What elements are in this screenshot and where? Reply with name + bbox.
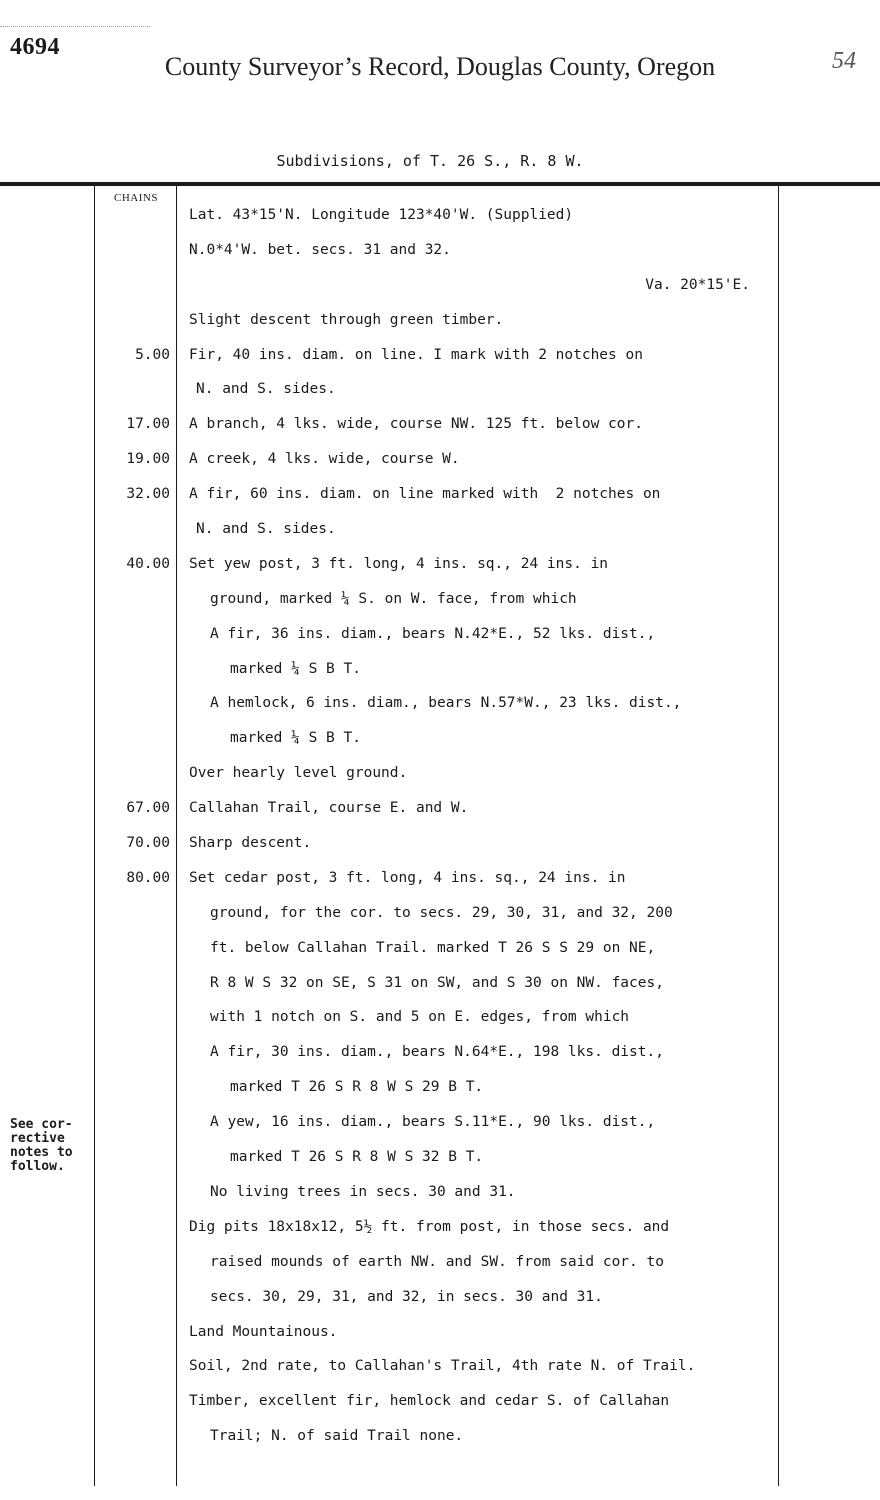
note-row xyxy=(0,826,880,861)
note-text: secs. 30, 29, 31, and 32, in secs. 30 and 31. xyxy=(210,1288,603,1305)
note-row xyxy=(0,617,880,652)
note-text: Va. 20*15'E. xyxy=(645,276,750,293)
note-row xyxy=(0,512,880,547)
note-text: Set cedar post, 3 ft. long, 4 ins. sq., 24 ins. in xyxy=(189,869,626,886)
note-row xyxy=(0,1349,880,1384)
note-text: Slight descent through green timber. xyxy=(189,311,504,328)
note-row xyxy=(0,791,880,826)
note-row xyxy=(0,652,880,687)
note-row xyxy=(0,1384,880,1419)
chains-column-header: CHAINS xyxy=(114,192,158,204)
note-text: R 8 W S 32 on SE, S 31 on SW, and S 30 on NW. faces, xyxy=(210,974,664,991)
note-row xyxy=(0,372,880,407)
note-text: N.0*4'W. bet. secs. 31 and 32. xyxy=(189,241,451,258)
note-row xyxy=(0,931,880,966)
note-text: A creek, 4 lks. wide, course W. xyxy=(189,451,460,468)
note-text: N. and S. sides. xyxy=(196,521,336,538)
note-text: Trail; N. of said Trail none. xyxy=(210,1428,464,1445)
note-text: ft. below Callahan Trail. marked T 26 S S 29 on NE, xyxy=(210,939,656,956)
survey-notes xyxy=(0,198,880,1454)
note-text: A branch, 4 lks. wide, course NW. 125 ft. below cor. xyxy=(189,416,643,433)
note-row xyxy=(0,756,880,791)
chain-distance: 19.00 xyxy=(126,451,170,468)
note-text: Callahan Trail, course E. and W. xyxy=(189,800,469,817)
chain-distance: 5.00 xyxy=(135,346,170,363)
note-text: A fir, 60 ins. diam. on line marked with 2 notches on xyxy=(189,486,661,503)
note-row xyxy=(0,198,880,233)
note-text: No living trees in secs. 30 and 31. xyxy=(210,1183,516,1200)
note-text: Timber, excellent fir, hemlock and cedar S. of Callahan xyxy=(189,1393,670,1410)
note-text: marked T 26 S R 8 W S 32 B T. xyxy=(230,1149,484,1166)
margin-note-line: rective xyxy=(10,1131,65,1146)
note-row xyxy=(0,1140,880,1175)
note-text: marked ¼ S B T. xyxy=(230,660,361,677)
note-text: A fir, 36 ins. diam., bears N.42*E., 52 lks. dist., xyxy=(210,625,656,642)
note-row xyxy=(0,268,880,303)
note-text: Lat. 43*15'N. Longitude 123*40'W. (Supplied) xyxy=(189,207,574,223)
note-text: with 1 notch on S. and 5 on E. edges, from which xyxy=(210,1009,630,1026)
note-row xyxy=(0,721,880,756)
chain-distance: 32.00 xyxy=(126,486,170,503)
note-row xyxy=(0,1105,880,1140)
note-row xyxy=(0,1210,880,1245)
note-row xyxy=(0,1000,880,1035)
chain-distance: 40.00 xyxy=(126,555,170,572)
note-text: N. and S. sides. xyxy=(196,381,336,398)
note-text: ground, for the cor. to secs. 29, 30, 31, and 32, 200 xyxy=(210,904,673,921)
folio-number: 54 xyxy=(832,48,856,74)
note-text: A hemlock, 6 ins. diam., bears N.57*W., 23 lks. dist., xyxy=(210,695,682,712)
note-text: Dig pits 18x18x12, 5½ ft. from post, in those secs. and xyxy=(189,1218,670,1235)
note-text: marked ¼ S B T. xyxy=(230,730,361,747)
note-row xyxy=(0,547,880,582)
note-row xyxy=(0,1315,880,1350)
note-row xyxy=(0,407,880,442)
note-row xyxy=(0,582,880,617)
note-text: Fir, 40 ins. diam. on line. I mark with 2 notches on xyxy=(189,346,643,363)
note-row xyxy=(0,1280,880,1315)
margin-note-line: See cor- xyxy=(10,1117,73,1132)
record-title: County Surveyor’s Record, Douglas County, Oregon xyxy=(164,52,716,81)
note-row xyxy=(0,1175,880,1210)
note-text: Land Mountainous. xyxy=(189,1323,338,1340)
note-row xyxy=(0,686,880,721)
note-text: marked T 26 S R 8 W S 29 B T. xyxy=(230,1079,484,1096)
note-row xyxy=(0,1070,880,1105)
subdivision-heading: Subdivisions, of T. 26 S., R. 8 W. xyxy=(276,152,584,170)
note-row xyxy=(0,477,880,512)
chain-distance: 17.00 xyxy=(126,416,170,433)
chain-distance: 67.00 xyxy=(126,800,170,817)
note-row xyxy=(0,338,880,373)
note-text: Set yew post, 3 ft. long, 4 ins. sq., 24 ins. in xyxy=(189,555,609,572)
note-row xyxy=(0,303,880,338)
note-text: Over hearly level ground. xyxy=(189,765,408,782)
note-text: ground, marked ¼ S. on W. face, from which xyxy=(210,590,577,607)
note-text: Sharp descent. xyxy=(189,835,312,852)
note-text: Soil, 2nd rate, to Callahan's Trail, 4th rate N. of Trail. xyxy=(189,1358,696,1375)
note-text: A fir, 30 ins. diam., bears N.64*E., 198 lks. dist., xyxy=(210,1044,664,1061)
table-top-rule xyxy=(0,182,880,186)
note-row xyxy=(0,1035,880,1070)
margin-note-line: notes to xyxy=(10,1145,73,1160)
note-row xyxy=(0,1245,880,1280)
margin-note-line: follow. xyxy=(10,1159,65,1174)
note-row xyxy=(0,896,880,931)
note-text: A yew, 16 ins. diam., bears S.11*E., 90 lks. dist., xyxy=(210,1114,656,1131)
note-text: raised mounds of earth NW. and SW. from said cor. to xyxy=(210,1253,664,1270)
page-number: 4694 xyxy=(10,34,60,60)
note-row xyxy=(0,861,880,896)
note-row xyxy=(0,1419,880,1454)
note-row xyxy=(0,966,880,1001)
chain-distance: 70.00 xyxy=(126,835,170,852)
note-row xyxy=(0,233,880,268)
top-dotted-rule xyxy=(0,26,150,27)
note-row xyxy=(0,442,880,477)
chain-distance: 80.00 xyxy=(126,869,170,886)
